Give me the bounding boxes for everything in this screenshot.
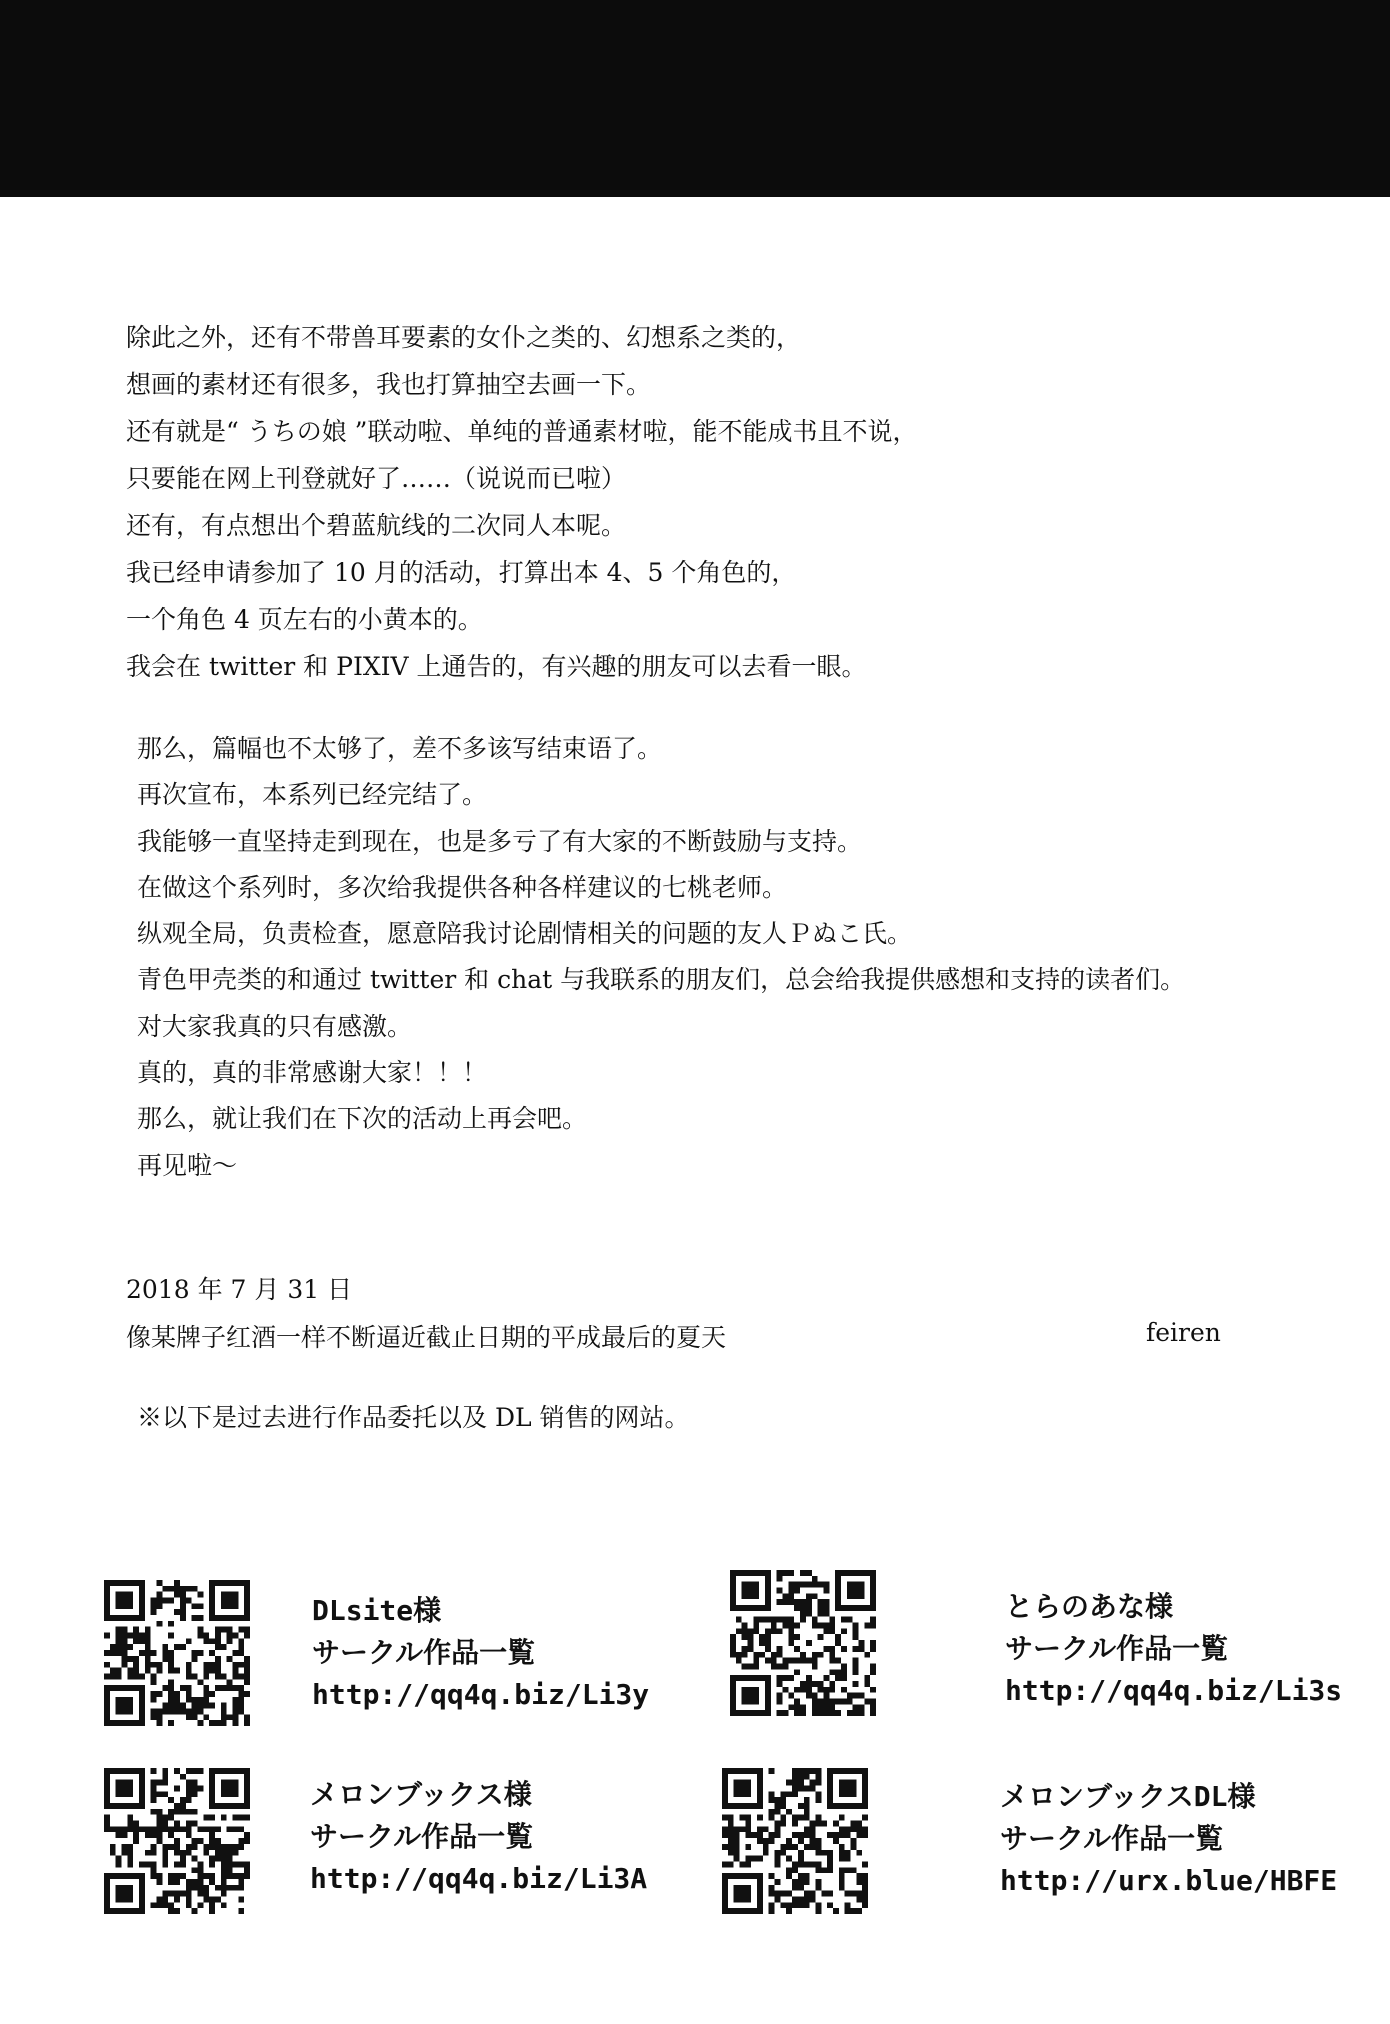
shop-url[interactable]: http://qq4q.biz/Li3y (312, 1678, 650, 1711)
paragraph-thanks (137, 726, 1185, 1189)
shop-toranoana (1005, 1586, 1342, 1712)
text-line: 那么，就让我们在下次的活动上再会吧。 (137, 1104, 588, 1134)
text-line: 除此之外，还有不带兽耳要素的女仆之类的、幻想系之类的， (126, 323, 802, 352)
shop-name: とらのあな様 (1005, 1590, 1174, 1623)
text-line: 那么，篇幅也不太够了，差不多该写结束语了。 (137, 734, 663, 763)
shop-url[interactable]: http://urx.blue/HBFE (1000, 1864, 1338, 1897)
qr-code-icon[interactable] (104, 1580, 250, 1726)
text-line: 青色甲壳类的和通过 twitter 和 chat 与我联系的朋友们，总会给我提供感想和支持的读者们。 (137, 965, 1186, 995)
text-line: 对大家我真的只有感激。 (137, 1011, 413, 1041)
shop-subtitle: サークル作品一覧 (1000, 1822, 1224, 1855)
shop-subtitle: サークル作品一覧 (1005, 1632, 1229, 1665)
text-line: 一个角色 4 页左右的小黄本的。 (126, 605, 483, 634)
shop-melonbooks-dl (1000, 1776, 1337, 1902)
shops-note: ※以下是过去进行作品委托以及 DL 销售的网站。 (137, 1403, 690, 1432)
qr-code-icon[interactable] (722, 1768, 868, 1914)
shop-melonbooks (310, 1774, 647, 1900)
text-line: 真的，真的非常感谢大家！！！ (137, 1058, 488, 1088)
text-line: 再次宣布，本系列已经完结了。 (137, 780, 488, 810)
text-line: 在做这个系列时，多次给我提供各种各样建议的七桃老师。 (137, 872, 788, 902)
shop-name: DLsite様 (312, 1594, 442, 1627)
shop-name: メロンブックス様 (310, 1778, 532, 1811)
shop-subtitle: サークル作品一覧 (312, 1636, 536, 1669)
signature-date: 2018 年 7 月 31 日 (126, 1275, 353, 1304)
text-line: 我能够一直坚持走到现在，也是多亏了有大家的不断鼓励与支持。 (137, 826, 863, 856)
shop-name: メロンブックスDL様 (1000, 1780, 1256, 1813)
qr-code-icon[interactable] (104, 1768, 250, 1914)
top-black-band (0, 0, 1390, 197)
text-line: 还有，有点想出个碧蓝航线的二次同人本呢。 (126, 511, 627, 540)
shop-subtitle: サークル作品一覧 (310, 1820, 534, 1853)
shop-dlsite (312, 1590, 649, 1716)
qr-code-icon[interactable] (730, 1570, 876, 1716)
text-line: 想画的素材还有很多，我也打算抽空去画一下。 (126, 370, 652, 399)
text-line: 我会在 twitter 和 PIXIV 上通告的，有兴趣的朋友可以去看一眼。 (126, 652, 867, 681)
text-line: 我已经申请参加了 10 月的活动，打算出本 4、5 个角色的， (126, 558, 797, 587)
signature-tagline: 像某牌子红酒一样不断逼近截止日期的平成最后的夏天 (126, 1323, 727, 1352)
text-line: 还有就是“ うちの娘 ”联动啦、单纯的普通素材啦，能不能成书且不说， (126, 417, 918, 446)
text-line: 只要能在网上刊登就好了……（说说而已啦） (126, 464, 627, 493)
shop-url[interactable]: http://qq4q.biz/Li3A (310, 1862, 648, 1895)
text-line: 纵观全局，负责检查，愿意陪我讨论剧情相关的问题的友人Ｐぬこ氏。 (137, 919, 913, 949)
shop-url[interactable]: http://qq4q.biz/Li3s (1005, 1674, 1343, 1707)
text-line: 再见啦～ (137, 1150, 238, 1180)
signature-author: feiren (1146, 1318, 1221, 1347)
paragraph-plans (126, 314, 917, 690)
